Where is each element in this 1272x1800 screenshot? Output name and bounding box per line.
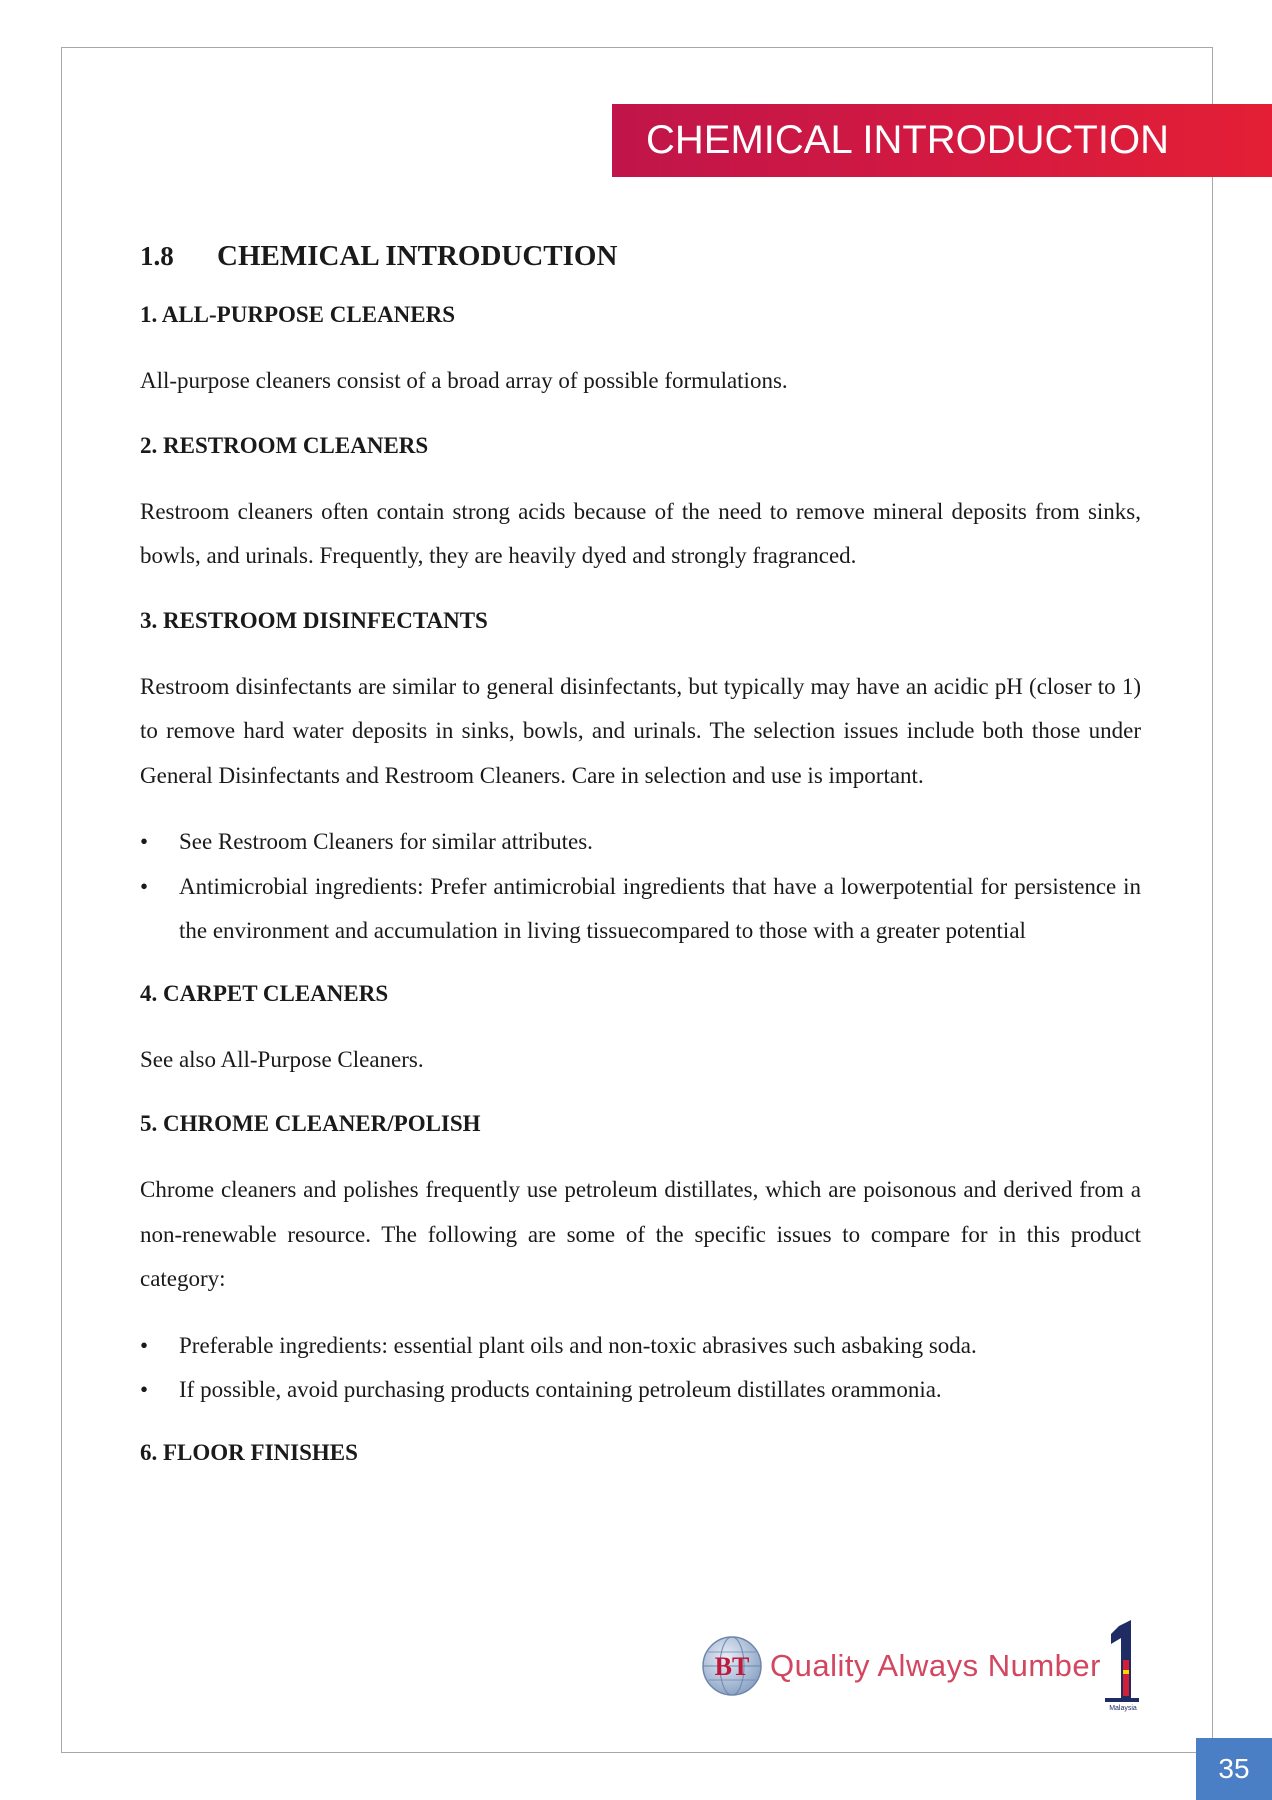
page-number: 35 (1196, 1738, 1272, 1800)
section-number: 1.8 (140, 241, 174, 271)
section-title (140, 240, 1141, 273)
subsection-heading: 4. CARPET CLEANERS (140, 980, 389, 1006)
mark-label: Malaysia (1109, 1705, 1137, 1712)
bullet-dot-icon: • (140, 873, 149, 899)
footer-logo (700, 1620, 1180, 1712)
bullet-item (140, 1324, 1141, 1369)
page-content (140, 240, 1141, 1497)
bullet-text: If possible, avoid purchasing products containing petroleum distillates orammonia. (179, 1377, 942, 1402)
subsection-heading: 1. ALL-PURPOSE CLEANERS (140, 302, 456, 327)
bullet-item (140, 1368, 1141, 1413)
body-paragraph: Chrome cleaners and polishes frequently use petroleum distillates, which are poisonous and derived from a non-renewable resource. The following are some of the specific issues to compare for in this product category: (140, 1177, 1141, 1291)
bullet-dot-icon: • (140, 1377, 149, 1402)
bullet-item (140, 820, 1141, 865)
body-paragraph: Restroom cleaners often contain strong acids because of the need to remove mineral deposits from sinks, bowls, and urinals. Frequently, they are heavily dyed and strongly fragranced. (140, 498, 1141, 568)
subsection-heading: 3. RESTROOM DISINFECTANTS (140, 607, 488, 633)
section-title-text: CHEMICAL INTRODUCTION (217, 240, 618, 272)
bullet-item (140, 865, 1141, 954)
bullet-dot-icon: • (140, 1332, 149, 1358)
footer-slogan: Quality Always Number (770, 1648, 1101, 1683)
bullet-list (140, 820, 1141, 954)
bullet-list (140, 1324, 1141, 1413)
header-banner: CHEMICAL INTRODUCTION (612, 104, 1272, 177)
body-paragraph: Restroom disinfectants are similar to general disinfectants, but typically may have an acidic pH (closer to 1) to remove hard water deposits in sinks, bowls, and urinals. The selection issues include both those under General Disinfectants and Restroom Cleaners. Care in selection and use is important. (140, 673, 1141, 788)
number-one-mark-icon (1097, 1620, 1149, 1712)
bullet-text: Preferable ingredients: essential plant oils and non-toxic abrasives such asbaking soda. (179, 1332, 977, 1358)
body-paragraph: See also All-Purpose Cleaners. (140, 1046, 424, 1072)
subsection-heading: 2. RESTROOM CLEANERS (140, 432, 429, 458)
subsection-heading: 5. CHROME CLEANER/POLISH (140, 1111, 481, 1136)
bullet-text: See Restroom Cleaners for similar attributes. (179, 829, 593, 854)
globe-logo-icon (700, 1634, 764, 1698)
body-paragraph: All-purpose cleaners consist of a broad array of possible formulations. (140, 368, 788, 393)
bullet-dot-icon: • (140, 829, 149, 854)
subsections (140, 295, 1141, 1473)
bullet-text: Antimicrobial ingredients: Prefer antimicrobial ingredients that have a lowerpotential for persistence in the environment and accumulation in living tissuecompared to those with a greater potential (179, 873, 1141, 943)
subsection-heading: 6. FLOOR FINISHES (140, 1439, 358, 1465)
logo-initials: BT (714, 1652, 750, 1681)
